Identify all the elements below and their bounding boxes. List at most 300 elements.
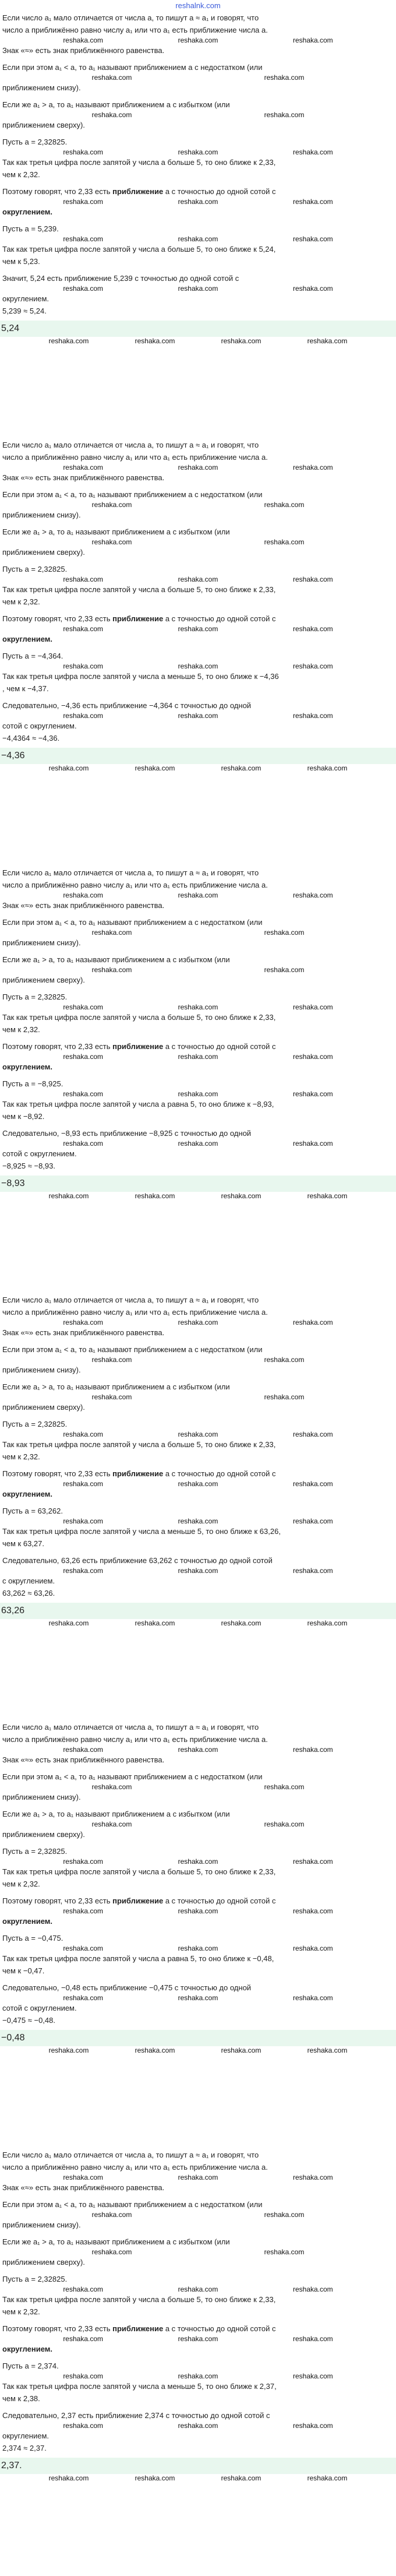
spacer [2, 695, 394, 699]
watermark-text: reshaka.com [264, 1783, 305, 1792]
spacer [2, 1803, 394, 1808]
definition-line: приближением сверху). [2, 121, 85, 129]
answer-line: 5,24 [0, 321, 396, 337]
example-line: чем к 2,32. [2, 1880, 40, 1889]
watermark-row [2, 2474, 394, 2482]
watermark-row [2, 1517, 394, 1525]
watermark-text: reshaka.com [91, 1392, 132, 1401]
definition-line: число a приближённо равно числу a₁ или что a₁ есть приближение числа a. [2, 1307, 268, 1317]
watermark-text: reshaka.com [178, 891, 218, 899]
example-conclusion [2, 2322, 394, 2335]
watermark-text: reshaka.com [63, 2371, 104, 2380]
spacer [2, 1376, 394, 1381]
example-line: Так как третья цифра после запятой у числа a больше 5, то оно ближе к 2,33, [2, 585, 276, 594]
watermark-text: reshaka.com [63, 2285, 104, 2293]
watermark-text: reshaka.com [48, 337, 89, 345]
watermark-text: reshaka.com [264, 73, 305, 82]
watermark-text: reshaka.com [63, 1430, 104, 1438]
definition-line: Если же a₁ > a, то a₁ называют приближением a с избытком (или [2, 527, 230, 537]
definition-line: приближением снизу). [2, 1365, 81, 1374]
task-block [2, 1721, 394, 2148]
watermark-text: reshaka.com [292, 1944, 333, 1953]
watermark-text: reshaka.com [63, 2334, 104, 2343]
example-text: a с точностью до одной сотой с [163, 614, 276, 624]
example-term: приближение [112, 614, 164, 624]
example-text: Поэтому говорят, что 2,33 есть [2, 1469, 113, 1478]
watermark-text: reshaka.com [63, 1002, 104, 1011]
definition-line: Знак «≈» есть знак приближённого равенства. [2, 2183, 165, 2192]
task-line: Так как третья цифра после запятой у числа a равна 5, то оно ближе к −0,48, [2, 1954, 274, 1963]
task-line: Следовательно, 63,26 есть приближение 63,262 с точностью до одной сотой [2, 1556, 273, 1565]
watermark-row [2, 1944, 394, 1952]
watermark-text: reshaka.com [292, 1566, 333, 1575]
example-line: Так как третья цифра после запятой у числа a больше 5, то оно ближе к 2,33, [2, 1440, 276, 1449]
example-line: Так как третья цифра после запятой у числа a больше 5, то оно ближе к 2,33, [2, 1012, 276, 1022]
watermark-text: reshaka.com [48, 1618, 89, 1627]
task-line: Пусть a = −0,475. [2, 1934, 63, 1943]
definition-line: приближением сверху). [2, 1402, 85, 1412]
watermark-text: reshaka.com [178, 1857, 218, 1866]
solution-content [0, 12, 396, 2576]
example-line: округлением. [2, 1917, 52, 1926]
definition-line: Если при этом a₁ < a, то a₁ называют приближением a с недостатком (или [2, 63, 263, 72]
task-line: чем к 63,27. [2, 1539, 44, 1548]
task-line: Так как третья цифра после запятой у числа a меньше 5, то оно ближе к 2,37, [2, 2381, 277, 2391]
watermark-text: reshaka.com [63, 1907, 104, 1916]
watermark-text: reshaka.com [91, 2210, 132, 2219]
task-line: Пусть a = 2,374. [2, 2361, 59, 2370]
example-text: a с точностью до одной сотой с [163, 1041, 276, 1051]
example-text: a с точностью до одной сотой с [163, 1896, 276, 1906]
task-line: Значит, 5,24 есть приближение 5,239 с точностью до одной сотой с [2, 274, 239, 283]
watermark-text: reshaka.com [135, 2473, 175, 2482]
watermark-text: reshaka.com [292, 2285, 333, 2293]
watermark-text: reshaka.com [264, 1392, 305, 1401]
watermark-text: reshaka.com [292, 148, 333, 156]
watermark-text: reshaka.com [91, 928, 132, 937]
watermark-text: reshaka.com [91, 501, 132, 509]
watermark-row [2, 2248, 394, 2256]
definition-line: Если число a₁ мало отличается от числа a, то пишут a ≈ a₁ и говорят, что [2, 2150, 259, 2159]
watermark-text: reshaka.com [178, 2334, 218, 2343]
example-line: Пусть a = 2,32825. [2, 138, 68, 146]
watermark-row [2, 337, 394, 345]
example-line: чем к 2,32. [2, 1452, 40, 1461]
watermark-text: reshaka.com [48, 2046, 89, 2055]
example-text: Поэтому говорят, что 2,33 есть [2, 1896, 113, 1906]
spacer [2, 1927, 394, 1932]
task-block [2, 12, 394, 439]
watermark-row [2, 1783, 394, 1791]
watermark-text: reshaka.com [63, 1746, 104, 1754]
spacer [2, 912, 394, 916]
spacer [2, 521, 394, 526]
watermark-row [2, 1820, 394, 1828]
watermark-row [2, 2422, 394, 2430]
spacer [2, 2194, 394, 2198]
example-line: Пусть a = 2,32825. [2, 1847, 68, 1856]
example-line: чем к 2,32. [2, 170, 40, 179]
definition-line: число a приближённо равно числу a₁ или что a₁ есть приближение числа a. [2, 1735, 268, 1744]
watermark-text: reshaka.com [63, 463, 104, 472]
watermark-row [2, 1567, 394, 1575]
example-line: чем к 2,32. [2, 597, 40, 607]
watermark-row [2, 2372, 394, 2380]
watermark-text: reshaka.com [63, 625, 104, 634]
definition-line: Если число a₁ мало отличается от числа a, то пишут a ≈ a₁ и говорят, что [2, 868, 259, 877]
example-term: приближение [112, 2324, 164, 2333]
watermark-text: reshaka.com [292, 463, 333, 472]
watermark-text: reshaka.com [178, 463, 218, 472]
watermark-text: reshaka.com [178, 1566, 218, 1575]
task-line: 5,239 ≈ 5,24. [2, 307, 47, 315]
watermark-row [2, 463, 394, 471]
watermark-text: reshaka.com [178, 1746, 218, 1754]
watermark-text: reshaka.com [292, 235, 333, 243]
definition-line: Если число a₁ мало отличается от числа a, то пишут a ≈ a₁ и говорят, что [2, 441, 259, 450]
task-line: округлением. [2, 294, 49, 303]
watermark-row [2, 1318, 394, 1326]
watermark-text: reshaka.com [292, 1746, 333, 1754]
task-line: 63,262 ≈ 63,26. [2, 1588, 55, 1597]
watermark-text: reshaka.com [178, 662, 218, 671]
spacer [2, 1036, 394, 1040]
watermark-text: reshaka.com [264, 2247, 305, 2256]
watermark-text: reshaka.com [292, 1089, 333, 1098]
watermark-text: reshaka.com [178, 1318, 218, 1326]
watermark-row [2, 2285, 394, 2293]
definition-line: приближением сверху). [2, 2257, 85, 2267]
watermark-text: reshaka.com [292, 1479, 333, 1488]
task-line: Следовательно, −4,36 есть приближение −4,364 с точностью до одной [2, 701, 252, 710]
watermark-row [2, 575, 394, 583]
answer-line: 2,37. [0, 2458, 396, 2474]
watermark-text: reshaka.com [178, 2173, 218, 2181]
definition-line: Если же a₁ > a, то a₁ называют приближением a с избытком (или [2, 1810, 230, 1819]
spacer [2, 2231, 394, 2236]
spacer [2, 181, 394, 185]
watermark-text: reshaka.com [91, 1355, 132, 1364]
watermark-row [2, 2046, 394, 2054]
watermark-text: reshaka.com [307, 2046, 348, 2055]
watermark-text: reshaka.com [307, 1191, 348, 1200]
answer-line: −4,36 [0, 748, 396, 764]
watermark-text: reshaka.com [178, 1516, 218, 1525]
spacer [2, 645, 394, 650]
watermark-row [2, 712, 394, 720]
example-term: приближение [112, 1896, 164, 1906]
watermark-text: reshaka.com [63, 148, 104, 156]
watermark-text: reshaka.com [178, 575, 218, 584]
watermark-text: reshaka.com [135, 764, 175, 773]
example-line: округлением. [2, 1489, 52, 1498]
watermark-text: reshaka.com [292, 1994, 333, 2003]
task-line: сотой с округлением. [2, 2004, 77, 2013]
example-line: Так как третья цифра после запятой у числа a больше 5, то оно ближе к 2,33, [2, 158, 276, 167]
watermark-text: reshaka.com [63, 235, 104, 243]
watermark-text: reshaka.com [91, 73, 132, 82]
watermark-row [2, 111, 394, 119]
example-line: Пусть a = 2,32825. [2, 2274, 68, 2283]
definition-line: Если при этом a₁ < a, то a₁ называют приближением a с недостатком (или [2, 917, 263, 927]
definition-line: приближением снизу). [2, 938, 81, 947]
watermark-text: reshaka.com [178, 1907, 218, 1916]
watermark-text: reshaka.com [91, 965, 132, 974]
spacer [2, 218, 394, 223]
watermark-text: reshaka.com [221, 337, 261, 345]
watermark-text: reshaka.com [307, 2473, 348, 2482]
watermark-text: reshaka.com [292, 1139, 333, 1148]
watermark-text: reshaka.com [292, 1516, 333, 1525]
definition-line: приближением сверху). [2, 1830, 85, 1839]
watermark-text: reshaka.com [292, 1318, 333, 1326]
spacer [2, 1766, 394, 1771]
watermark-text: reshaka.com [135, 337, 175, 345]
example-conclusion [2, 1468, 394, 1480]
spacer [2, 1122, 394, 1127]
watermark-row [2, 501, 394, 509]
watermark-text: reshaka.com [264, 538, 305, 547]
watermark-row [2, 625, 394, 633]
task-line: Пусть a = 63,262. [2, 1506, 63, 1515]
spacer [2, 1840, 394, 1845]
example-line: округлением. [2, 635, 52, 644]
definition-line: приближением снизу). [2, 511, 81, 520]
spacer [2, 949, 394, 953]
task-block [2, 1294, 394, 1721]
watermark-text: reshaka.com [48, 1191, 89, 1200]
watermark-text: reshaka.com [63, 2173, 104, 2181]
task-line: сотой с округлением. [2, 722, 77, 731]
definition-line: Знак «≈» есть знак приближённого равенства. [2, 473, 165, 483]
definition-line: число a приближённо равно числу a₁ или что a₁ есть приближение числа a. [2, 2162, 268, 2172]
watermark-text: reshaka.com [221, 1618, 261, 1627]
watermark-text: reshaka.com [178, 2285, 218, 2293]
watermark-text: reshaka.com [63, 1516, 104, 1525]
definition-line: Если же a₁ > a, то a₁ называют приближением a с избытком (или [2, 1382, 230, 1391]
example-line: Пусть a = 2,32825. [2, 992, 68, 1001]
watermark-row [2, 1356, 394, 1364]
answer-line: −0,48 [0, 2030, 396, 2046]
watermark-text: reshaka.com [264, 965, 305, 974]
watermark-row [2, 1139, 394, 1148]
watermark-row [2, 1393, 394, 1401]
definition-line: приближением снизу). [2, 83, 81, 92]
watermark-row [2, 1746, 394, 1754]
watermark-text: reshaka.com [292, 1857, 333, 1866]
watermark-text: reshaka.com [292, 198, 333, 206]
watermark-text: reshaka.com [135, 2046, 175, 2055]
watermark-text: reshaka.com [292, 1430, 333, 1438]
watermark-text: reshaka.com [63, 198, 104, 206]
watermark-text: reshaka.com [178, 1139, 218, 1148]
example-line: чем к 2,32. [2, 1025, 40, 1034]
watermark-text: reshaka.com [63, 1994, 104, 2003]
definition-line: Знак «≈» есть знак приближённого равенства. [2, 900, 165, 910]
definition-line: Если число a₁ мало отличается от числа a, то пишут a ≈ a₁ и говорят, что [2, 13, 259, 22]
watermark-text: reshaka.com [292, 575, 333, 584]
task-line: , чем к −4,37. [2, 684, 49, 694]
watermark-row [2, 1907, 394, 1915]
definition-line: приближением снизу). [2, 1793, 81, 1802]
watermark-text: reshaka.com [63, 891, 104, 899]
spacer [2, 608, 394, 613]
spacer [2, 131, 394, 136]
watermark-text: reshaka.com [292, 891, 333, 899]
watermark-text: reshaka.com [63, 1052, 104, 1061]
task-line: Следовательно, 2,37 есть приближение 2,374 с точностью до одной сотой с [2, 2410, 270, 2420]
watermark-text: reshaka.com [63, 712, 104, 720]
watermark-row [2, 2211, 394, 2219]
watermark-row [2, 891, 394, 899]
watermark-text: reshaka.com [178, 235, 218, 243]
definition-line: число a приближённо равно числу a₁ или что a₁ есть приближение числа a. [2, 880, 268, 889]
watermark-text: reshaka.com [135, 1618, 175, 1627]
task-block [2, 867, 394, 1294]
watermark-text: reshaka.com [63, 1566, 104, 1575]
task-line: с округлением. [2, 1576, 55, 1585]
watermark-text: reshaka.com [264, 928, 305, 937]
task-line: чем к 2,38. [2, 2394, 40, 2403]
watermark-text: reshaka.com [178, 2371, 218, 2380]
watermark-text: reshaka.com [63, 36, 104, 44]
task-line: Пусть a = −8,925. [2, 1079, 63, 1088]
definition-line: Если при этом a₁ < a, то a₁ называют приближением a с недостатком (или [2, 490, 263, 499]
watermark-text: reshaka.com [221, 2473, 261, 2482]
watermark-text: reshaka.com [48, 2473, 89, 2482]
spacer [2, 1339, 394, 1343]
watermark-text: reshaka.com [48, 764, 89, 773]
watermark-text: reshaka.com [307, 764, 348, 773]
task-line: Следовательно, −8,93 есть приближение −8,925 с точностью до одной [2, 1128, 252, 1138]
watermark-row [2, 235, 394, 243]
example-conclusion [2, 613, 394, 625]
task-line: Так как третья цифра после запятой у числа a меньше 5, то оно ближе к −4,36 [2, 672, 279, 681]
watermark-row [2, 1994, 394, 2002]
watermark-row [2, 73, 394, 82]
definition-line: Знак «≈» есть знак приближённого равенства. [2, 1755, 165, 1765]
watermark-text: reshaka.com [63, 662, 104, 671]
watermark-text: reshaka.com [178, 198, 218, 206]
watermark-text: reshaka.com [264, 2210, 305, 2219]
watermark-text: reshaka.com [292, 1907, 333, 1916]
spacer [2, 1463, 394, 1468]
watermark-text: reshaka.com [292, 2421, 333, 2430]
watermark-row [2, 1003, 394, 1011]
watermark-row [2, 1857, 394, 1866]
watermark-text: reshaka.com [91, 111, 132, 119]
task-line: сотой с округлением. [2, 1149, 77, 1158]
watermark-row [2, 148, 394, 156]
watermark-text: reshaka.com [292, 284, 333, 293]
example-conclusion [2, 1040, 394, 1053]
watermark-text: reshaka.com [264, 501, 305, 509]
watermark-text: reshaka.com [91, 2247, 132, 2256]
watermark-text: reshaka.com [178, 284, 218, 293]
site-header[interactable]: reshalnk.com [175, 1, 221, 10]
watermark-row [2, 1053, 394, 1061]
task-line: чем к −8,92. [2, 1111, 45, 1121]
example-line: Так как третья цифра после запятой у числа a больше 5, то оно ближе к 2,33, [2, 2295, 276, 2304]
watermark-row [2, 538, 394, 546]
definition-line: Если число a₁ мало отличается от числа a, то пишут a ≈ a₁ и говорят, что [2, 1723, 259, 1732]
definition-line: Если при этом a₁ < a, то a₁ называют приближением a с недостатком (или [2, 1772, 263, 1782]
watermark-row [2, 662, 394, 670]
watermark-text: reshaka.com [178, 625, 218, 634]
watermark-text: reshaka.com [178, 148, 218, 156]
watermark-text: reshaka.com [178, 2421, 218, 2430]
watermark-text: reshaka.com [264, 1355, 305, 1364]
watermark-text: reshaka.com [221, 1191, 261, 1200]
spacer [2, 2405, 394, 2409]
example-text: Поэтому говорят, что 2,33 есть [2, 2324, 113, 2333]
definition-line: Если же a₁ > a, то a₁ называют приближением a с избытком (или [2, 2237, 230, 2246]
watermark-row [2, 2335, 394, 2343]
example-line: округлением. [2, 2344, 52, 2353]
task-line: 2,374 ≈ 2,37. [2, 2443, 47, 2452]
watermark-row [2, 764, 394, 772]
definition-line: Если при этом a₁ < a, то a₁ называют приближением a с недостатком (или [2, 1345, 263, 1354]
definition-line: приближением сверху). [2, 975, 85, 984]
watermark-text: reshaka.com [292, 712, 333, 720]
example-text: Поэтому говорят, что 2,33 есть [2, 187, 113, 196]
watermark-text: reshaka.com [91, 1783, 132, 1792]
answer-line: 63,26 [0, 1603, 396, 1619]
definition-line: число a приближённо равно числу a₁ или что a₁ есть приближение числа a. [2, 26, 268, 34]
watermark-text: reshaka.com [307, 1618, 348, 1627]
example-line: округлением. [2, 1062, 52, 1071]
watermark-text: reshaka.com [63, 1139, 104, 1148]
watermark-text: reshaka.com [292, 1052, 333, 1061]
spacer [2, 94, 394, 98]
task-line: чем к 5,23. [2, 257, 40, 266]
watermark-text: reshaka.com [135, 1191, 175, 1200]
task-line: Следовательно, −0,48 есть приближение −0,475 с точностью до одной [2, 1983, 252, 1993]
watermark-row [2, 1090, 394, 1098]
task-block [2, 2149, 394, 2576]
watermark-text: reshaka.com [178, 1479, 218, 1488]
watermark-text: reshaka.com [63, 1944, 104, 1953]
task-block [2, 439, 394, 866]
example-conclusion [2, 1895, 394, 1907]
watermark-row [2, 2173, 394, 2181]
watermark-row [2, 1192, 394, 1200]
spacer [2, 484, 394, 488]
watermark-row [2, 966, 394, 974]
watermark-text: reshaka.com [178, 1089, 218, 1098]
spacer [2, 2268, 394, 2273]
example-text: Поэтому говорят, что 2,33 есть [2, 1041, 113, 1051]
definition-line: Знак «≈» есть знак приближённого равенства. [2, 46, 165, 55]
task-line: Так как третья цифра после запятой у числа a меньше 5, то оно ближе к 63,26, [2, 1526, 281, 1536]
definition-line: Если при этом a₁ < a, то a₁ называют приближением a с недостатком (или [2, 2200, 263, 2209]
answer-line: −8,93 [0, 1176, 396, 1192]
watermark-text: reshaka.com [292, 2334, 333, 2343]
watermark-text: reshaka.com [307, 337, 348, 345]
spacer [2, 1550, 394, 1554]
watermark-text: reshaka.com [63, 1479, 104, 1488]
definition-line: Если же a₁ > a, то a₁ называют приближением a с избытком (или [2, 955, 230, 964]
example-line: Пусть a = 2,32825. [2, 565, 68, 574]
spacer [2, 1073, 394, 1078]
example-conclusion [2, 185, 394, 198]
watermark-text: reshaka.com [63, 1089, 104, 1098]
watermark-text: reshaka.com [63, 284, 104, 293]
definition-line: Если число a₁ мало отличается от числа a, то пишут a ≈ a₁ и говорят, что [2, 1295, 259, 1304]
example-term: приближение [112, 1469, 164, 1478]
task-line: Так как третья цифра после запятой у числа a больше 5, то оно ближе к 5,24, [2, 245, 276, 254]
watermark-text: reshaka.com [292, 625, 333, 634]
